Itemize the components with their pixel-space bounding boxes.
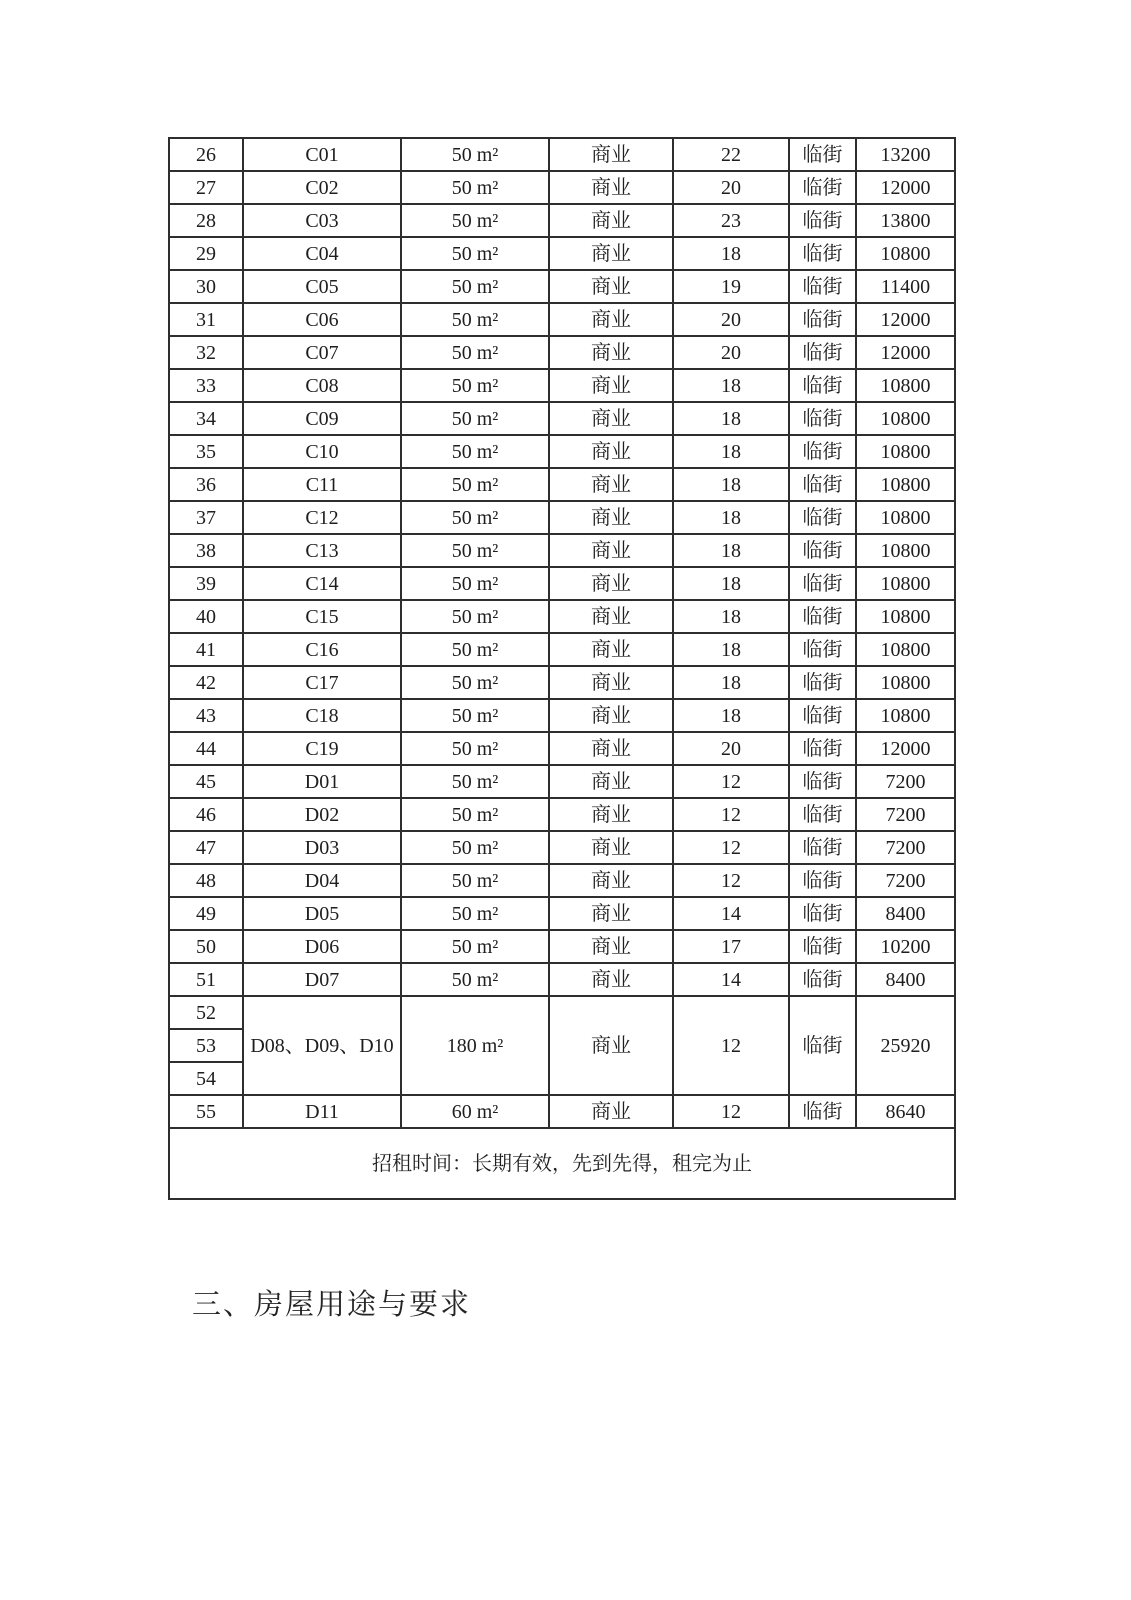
table-cell: 10800 bbox=[856, 666, 955, 699]
table-cell: 临街 bbox=[789, 138, 856, 171]
table-cell: 商业 bbox=[549, 171, 673, 204]
rental-units-table bbox=[168, 137, 956, 1200]
table-cell: 临街 bbox=[789, 567, 856, 600]
table-cell: D05 bbox=[243, 897, 401, 930]
table-cell: 46 bbox=[169, 798, 243, 831]
table-row bbox=[169, 138, 955, 171]
table-cell: C05 bbox=[243, 270, 401, 303]
table-cell: 商业 bbox=[549, 831, 673, 864]
table-cell: 50 m² bbox=[401, 864, 549, 897]
table-cell: 50 m² bbox=[401, 798, 549, 831]
table-cell: 13200 bbox=[856, 138, 955, 171]
table-cell: 商业 bbox=[549, 963, 673, 996]
table-cell: 临街 bbox=[789, 369, 856, 402]
table-cell: 10800 bbox=[856, 501, 955, 534]
table-cell: C16 bbox=[243, 633, 401, 666]
table-cell: 17 bbox=[673, 930, 789, 963]
table-cell: 20 bbox=[673, 732, 789, 765]
table-cell: 43 bbox=[169, 699, 243, 732]
table-cell: C14 bbox=[243, 567, 401, 600]
table-cell: 20 bbox=[673, 336, 789, 369]
table-cell: 7200 bbox=[856, 765, 955, 798]
table-cell: 51 bbox=[169, 963, 243, 996]
table-row bbox=[169, 600, 955, 633]
table-cell: 50 m² bbox=[401, 336, 549, 369]
table-cell: 临街 bbox=[789, 501, 856, 534]
table-cell: 25920 bbox=[856, 996, 955, 1095]
table-cell: 临街 bbox=[789, 765, 856, 798]
table-cell: C18 bbox=[243, 699, 401, 732]
table-cell: 180 m² bbox=[401, 996, 549, 1095]
table-cell: 41 bbox=[169, 633, 243, 666]
table-row bbox=[169, 831, 955, 864]
table-cell: 10200 bbox=[856, 930, 955, 963]
table-cell: 8400 bbox=[856, 963, 955, 996]
table-cell: 53 bbox=[169, 1029, 243, 1062]
table-cell: 50 m² bbox=[401, 963, 549, 996]
table-cell: 12000 bbox=[856, 303, 955, 336]
table-cell: C08 bbox=[243, 369, 401, 402]
table-cell: 临街 bbox=[789, 435, 856, 468]
table-row bbox=[169, 435, 955, 468]
table-cell: 临街 bbox=[789, 633, 856, 666]
table-cell: 14 bbox=[673, 897, 789, 930]
table-cell: D03 bbox=[243, 831, 401, 864]
table-cell: 临街 bbox=[789, 699, 856, 732]
table-cell: 34 bbox=[169, 402, 243, 435]
table-cell: 18 bbox=[673, 402, 789, 435]
table-cell: 50 m² bbox=[401, 303, 549, 336]
table-cell: 临街 bbox=[789, 600, 856, 633]
table-cell: 36 bbox=[169, 468, 243, 501]
table-cell: D04 bbox=[243, 864, 401, 897]
table-cell: C07 bbox=[243, 336, 401, 369]
table-cell: 临街 bbox=[789, 831, 856, 864]
table-cell: 商业 bbox=[549, 1095, 673, 1128]
table-row bbox=[169, 963, 955, 996]
table-cell: 50 m² bbox=[401, 237, 549, 270]
table-cell: 8640 bbox=[856, 1095, 955, 1128]
table-cell: 商业 bbox=[549, 864, 673, 897]
table-cell: 临街 bbox=[789, 798, 856, 831]
table-cell: 18 bbox=[673, 666, 789, 699]
table-row bbox=[169, 765, 955, 798]
table-cell: 50 m² bbox=[401, 732, 549, 765]
table-cell: 50 m² bbox=[401, 831, 549, 864]
table-cell: 27 bbox=[169, 171, 243, 204]
table-cell: 12000 bbox=[856, 732, 955, 765]
table-cell: 18 bbox=[673, 501, 789, 534]
table-cell: 临街 bbox=[789, 270, 856, 303]
table-cell: 20 bbox=[673, 303, 789, 336]
table-cell: 10800 bbox=[856, 600, 955, 633]
table-cell: 50 m² bbox=[401, 204, 549, 237]
table-cell: C11 bbox=[243, 468, 401, 501]
table-cell: 商业 bbox=[549, 237, 673, 270]
table-row bbox=[169, 303, 955, 336]
table-cell: 商业 bbox=[549, 336, 673, 369]
table-cell: 11400 bbox=[856, 270, 955, 303]
table-cell: 50 m² bbox=[401, 138, 549, 171]
table-cell: 50 m² bbox=[401, 600, 549, 633]
table-cell: 18 bbox=[673, 699, 789, 732]
table-cell: 55 bbox=[169, 1095, 243, 1128]
table-cell: 12 bbox=[673, 831, 789, 864]
table-cell: 临街 bbox=[789, 996, 856, 1095]
table-row bbox=[169, 237, 955, 270]
table-cell: 49 bbox=[169, 897, 243, 930]
table-cell: 10800 bbox=[856, 534, 955, 567]
table-cell: 临街 bbox=[789, 402, 856, 435]
table-cell: D06 bbox=[243, 930, 401, 963]
table-cell: C02 bbox=[243, 171, 401, 204]
table-cell: 12 bbox=[673, 864, 789, 897]
table-cell: 商业 bbox=[549, 666, 673, 699]
table-row bbox=[169, 270, 955, 303]
table-row bbox=[169, 897, 955, 930]
table-cell: 42 bbox=[169, 666, 243, 699]
table-cell: 临街 bbox=[789, 204, 856, 237]
table-cell: 7200 bbox=[856, 831, 955, 864]
table-cell: D11 bbox=[243, 1095, 401, 1128]
table-row bbox=[169, 666, 955, 699]
table-cell: 18 bbox=[673, 534, 789, 567]
table-cell: 10800 bbox=[856, 435, 955, 468]
table-cell: 29 bbox=[169, 237, 243, 270]
table-cell: 招租时间：长期有效，先到先得，租完为止 bbox=[169, 1128, 955, 1199]
table-row bbox=[169, 501, 955, 534]
table-cell: 商业 bbox=[549, 468, 673, 501]
table-cell: 商业 bbox=[549, 567, 673, 600]
table-cell: 50 m² bbox=[401, 171, 549, 204]
table-cell: D01 bbox=[243, 765, 401, 798]
table-row bbox=[169, 336, 955, 369]
table-cell: 54 bbox=[169, 1062, 243, 1095]
table-cell: C17 bbox=[243, 666, 401, 699]
table-cell: 商业 bbox=[549, 765, 673, 798]
table-cell: 临街 bbox=[789, 237, 856, 270]
table-row bbox=[169, 732, 955, 765]
table-row bbox=[169, 171, 955, 204]
table-cell: 商业 bbox=[549, 732, 673, 765]
table-cell: 临街 bbox=[789, 963, 856, 996]
table-cell: D08、D09、D10 bbox=[243, 996, 401, 1095]
table-row bbox=[169, 1095, 955, 1128]
table-cell: 临街 bbox=[789, 171, 856, 204]
table-row bbox=[169, 369, 955, 402]
table-cell: 18 bbox=[673, 435, 789, 468]
table-cell: 12 bbox=[673, 798, 789, 831]
table-cell: 10800 bbox=[856, 402, 955, 435]
table-cell: 50 m² bbox=[401, 369, 549, 402]
table-row bbox=[169, 633, 955, 666]
table-cell: 商业 bbox=[549, 633, 673, 666]
table-cell: 10800 bbox=[856, 237, 955, 270]
table-cell: 商业 bbox=[549, 798, 673, 831]
table-cell: 20 bbox=[673, 171, 789, 204]
table-cell: 18 bbox=[673, 633, 789, 666]
table-row bbox=[169, 864, 955, 897]
table-cell: 12 bbox=[673, 1095, 789, 1128]
table-cell: 商业 bbox=[549, 303, 673, 336]
table-cell: 50 m² bbox=[401, 501, 549, 534]
table-cell: 10800 bbox=[856, 699, 955, 732]
table-cell: 18 bbox=[673, 567, 789, 600]
table-row bbox=[169, 468, 955, 501]
table-cell: 50 m² bbox=[401, 468, 549, 501]
table-cell: 38 bbox=[169, 534, 243, 567]
table-cell: 35 bbox=[169, 435, 243, 468]
table-cell: 28 bbox=[169, 204, 243, 237]
table-cell: 50 m² bbox=[401, 534, 549, 567]
table-cell: 50 m² bbox=[401, 633, 549, 666]
table-cell: 12000 bbox=[856, 336, 955, 369]
table-cell: 商业 bbox=[549, 369, 673, 402]
table-row bbox=[169, 798, 955, 831]
table-cell: 50 m² bbox=[401, 666, 549, 699]
table-cell: 47 bbox=[169, 831, 243, 864]
table-cell: 12 bbox=[673, 996, 789, 1095]
table-cell: 40 bbox=[169, 600, 243, 633]
table-cell: 50 m² bbox=[401, 930, 549, 963]
table-cell: 10800 bbox=[856, 633, 955, 666]
table-cell: 14 bbox=[673, 963, 789, 996]
table-cell: 18 bbox=[673, 468, 789, 501]
table-cell: 52 bbox=[169, 996, 243, 1029]
table-cell: 33 bbox=[169, 369, 243, 402]
table-cell: 商业 bbox=[549, 204, 673, 237]
table-cell: 50 m² bbox=[401, 567, 549, 600]
table-cell: 10800 bbox=[856, 567, 955, 600]
table-cell: 商业 bbox=[549, 402, 673, 435]
table-cell: 44 bbox=[169, 732, 243, 765]
table-cell: C01 bbox=[243, 138, 401, 171]
table-cell: 18 bbox=[673, 600, 789, 633]
table-cell: 26 bbox=[169, 138, 243, 171]
section-heading: 三、房屋用途与要求 bbox=[192, 1289, 472, 1321]
table-row bbox=[169, 1128, 955, 1199]
table-cell: C04 bbox=[243, 237, 401, 270]
table-cell: 50 m² bbox=[401, 270, 549, 303]
table-cell: 商业 bbox=[549, 270, 673, 303]
table-cell: 临街 bbox=[789, 1095, 856, 1128]
table-cell: 22 bbox=[673, 138, 789, 171]
table-cell: 10800 bbox=[856, 369, 955, 402]
table-cell: D07 bbox=[243, 963, 401, 996]
table-cell: 19 bbox=[673, 270, 789, 303]
table-cell: C13 bbox=[243, 534, 401, 567]
table-row bbox=[169, 996, 955, 1029]
table-cell: 商业 bbox=[549, 534, 673, 567]
table-cell: 13800 bbox=[856, 204, 955, 237]
table-cell: 50 m² bbox=[401, 435, 549, 468]
table-cell: 10800 bbox=[856, 468, 955, 501]
table-cell: 7200 bbox=[856, 864, 955, 897]
table-cell: C12 bbox=[243, 501, 401, 534]
table-cell: 商业 bbox=[549, 435, 673, 468]
table-cell: 临街 bbox=[789, 930, 856, 963]
table-cell: 30 bbox=[169, 270, 243, 303]
table-cell: 商业 bbox=[549, 996, 673, 1095]
table-cell: 商业 bbox=[549, 930, 673, 963]
table-cell: 60 m² bbox=[401, 1095, 549, 1128]
table-cell: 50 m² bbox=[401, 402, 549, 435]
table-cell: 18 bbox=[673, 369, 789, 402]
table-row bbox=[169, 699, 955, 732]
table-cell: 临街 bbox=[789, 732, 856, 765]
table-row bbox=[169, 402, 955, 435]
table-cell: 商业 bbox=[549, 699, 673, 732]
table-cell: 50 m² bbox=[401, 897, 549, 930]
table-cell: C15 bbox=[243, 600, 401, 633]
table-cell: 39 bbox=[169, 567, 243, 600]
table-cell: 临街 bbox=[789, 666, 856, 699]
table-cell: 临街 bbox=[789, 336, 856, 369]
table-cell: 临街 bbox=[789, 534, 856, 567]
table-cell: 50 m² bbox=[401, 765, 549, 798]
table-cell: 18 bbox=[673, 237, 789, 270]
table-cell: 50 bbox=[169, 930, 243, 963]
table-cell: C03 bbox=[243, 204, 401, 237]
table-cell: 7200 bbox=[856, 798, 955, 831]
table-cell: 31 bbox=[169, 303, 243, 336]
table-cell: 45 bbox=[169, 765, 243, 798]
table-cell: 23 bbox=[673, 204, 789, 237]
table-cell: 37 bbox=[169, 501, 243, 534]
table-cell: 商业 bbox=[549, 897, 673, 930]
table-row bbox=[169, 567, 955, 600]
table-cell: C09 bbox=[243, 402, 401, 435]
table-row bbox=[169, 204, 955, 237]
table-row bbox=[169, 534, 955, 567]
table-cell: 商业 bbox=[549, 600, 673, 633]
table-cell: 12000 bbox=[856, 171, 955, 204]
table-cell: 商业 bbox=[549, 138, 673, 171]
table-row bbox=[169, 930, 955, 963]
table-cell: C10 bbox=[243, 435, 401, 468]
table-cell: C06 bbox=[243, 303, 401, 336]
table-cell: 8400 bbox=[856, 897, 955, 930]
table-cell: 48 bbox=[169, 864, 243, 897]
table-cell: 临街 bbox=[789, 897, 856, 930]
table-cell: 12 bbox=[673, 765, 789, 798]
table-cell: D02 bbox=[243, 798, 401, 831]
table-cell: 临街 bbox=[789, 468, 856, 501]
table-cell: 临街 bbox=[789, 864, 856, 897]
table-cell: 32 bbox=[169, 336, 243, 369]
table-cell: C19 bbox=[243, 732, 401, 765]
table-cell: 临街 bbox=[789, 303, 856, 336]
table-cell: 商业 bbox=[549, 501, 673, 534]
table-cell: 50 m² bbox=[401, 699, 549, 732]
